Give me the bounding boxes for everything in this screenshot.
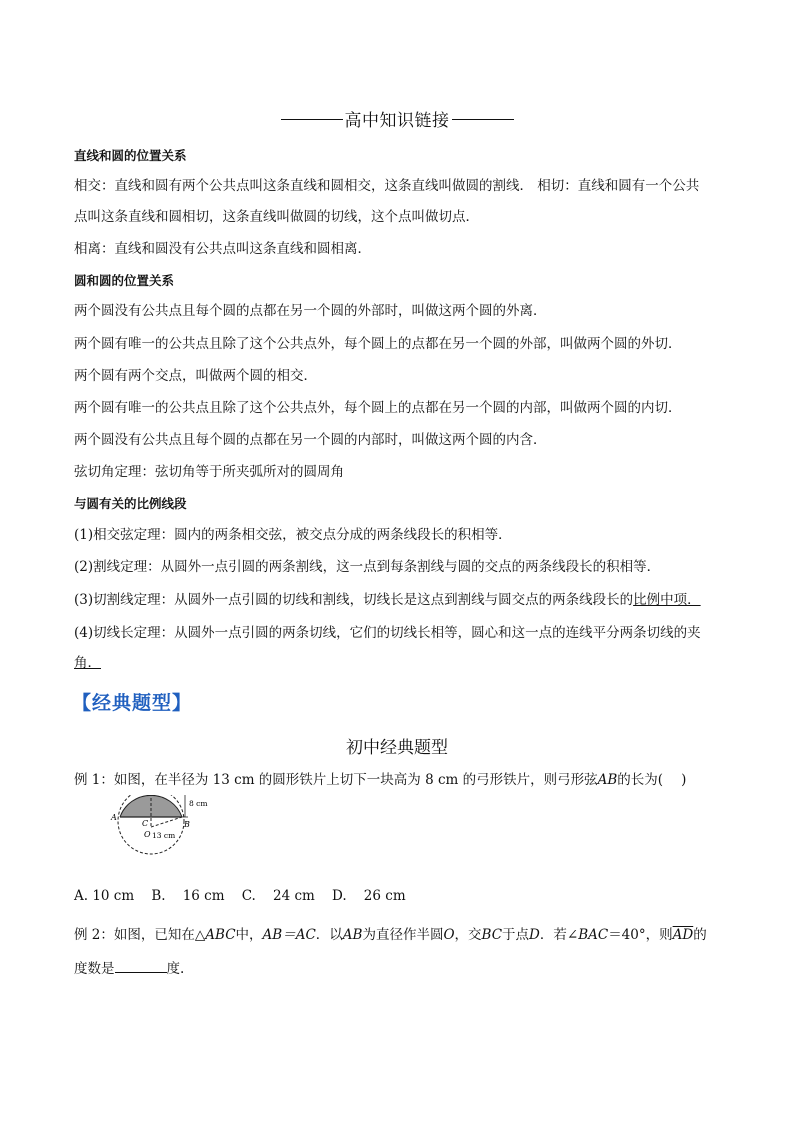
chord-label: AB	[597, 772, 618, 788]
paragraph-line: 两个圆没有公共点且每个圆的点都在另一个圆的外部时，叫做这两个圆的外离．	[74, 303, 547, 319]
paragraph-line: 相离：直线和圆没有公共点叫这条直线和圆相离．	[74, 241, 371, 257]
ex2-text: 为直径作半圆	[362, 927, 444, 943]
label-height: 8 cm	[189, 799, 208, 808]
paragraph-line: 两个圆没有公共点且每个圆的点都在另一个圆的内部时，叫做这两个圆的内含．	[74, 432, 547, 448]
ex2-text: 的	[693, 927, 707, 943]
example-1-paren-close: )	[681, 772, 687, 788]
ex2-d: D	[529, 927, 540, 943]
radius-line	[151, 817, 182, 827]
example-1-options: A. 10 cm B. 16 cm C. 24 cm D. 26 cm	[74, 888, 406, 904]
label-o: O	[144, 830, 151, 839]
example-2-question	[74, 926, 707, 944]
ex2-equation: AB＝AC	[262, 927, 316, 943]
section-heading-line-circle: 直线和圆的位置关系	[74, 148, 187, 163]
theorem-item-4-continued: 角．	[74, 655, 101, 671]
theorem-item-4: (4)切线长定理：从圆外一点引圆的两条切线，它们的切线长相等，圆心和这一点的连线平分两条切线的夹	[74, 625, 701, 641]
ex2-text: ＝40°，则	[608, 927, 673, 943]
paragraph-line: 两个圆有唯一的公共点且除了这个公共点外，每个圆上的点都在另一个圆的外部，叫做两个圆的外切．	[74, 336, 682, 352]
example-1-text: 例 1：如图，在半径为 13 cm 的圆形铁片上切下一块高为 8 cm 的弓形铁片，则弓形弦	[74, 772, 598, 788]
ex2-text: ，交	[454, 927, 482, 943]
ex2-text: 于点	[502, 927, 530, 943]
circle-segment-figure	[96, 795, 226, 875]
theorem-item-3-underlined: 比例中项．	[633, 592, 701, 608]
section-heading-circle-circle: 圆和圆的位置关系	[74, 273, 175, 288]
label-b: B	[184, 820, 190, 829]
classic-problems-tag: 【经典题型】	[72, 692, 193, 714]
label-c: C	[142, 819, 149, 828]
section-heading-proportional-segments: 与圆有关的比例线段	[74, 496, 187, 511]
ex2-ab: AB	[342, 927, 363, 943]
ex2-text: ．若∠	[539, 927, 579, 943]
label-a: A	[111, 813, 117, 822]
theorem-item-3-text: (3)切割线定理：从圆外一点引圆的切线和割线，切线长是这点到割线与圆交点的两条线段长的	[74, 592, 634, 608]
ex2-text: 中，	[235, 927, 263, 943]
ex2-o: O	[443, 927, 455, 943]
ex2-text: 度数是	[74, 961, 115, 977]
theorem-item-3	[74, 591, 701, 609]
answer-blank[interactable]	[115, 972, 167, 973]
example-1-text-post: 的长为(	[617, 772, 664, 788]
label-radius: 13 cm	[152, 831, 176, 840]
junior-classic-subtitle: 初中经典题型	[346, 738, 448, 758]
page-title	[0, 106, 794, 131]
theorem-item-1: (1)相交弦定理：圆内的两条相交弦，被交点分成的两条线段长的积相等．	[74, 527, 512, 543]
ex2-triangle: △ABC	[194, 927, 236, 943]
theorem-item-2: (2)割线定理：从圆外一点引圆的两条割线，这一点到每条割线与圆的交点的两条线段长的积相等．	[74, 559, 661, 575]
ex2-text: 例 2：如图，已知在	[74, 927, 195, 943]
ex2-bc: BC	[481, 927, 503, 943]
paragraph-line: 两个圆有唯一的公共点且除了这个公共点外，每个圆上的点都在另一个圆的内部，叫做两个圆的内切．	[74, 400, 682, 416]
ex2-bac: BAC	[578, 927, 609, 943]
paragraph-line: 两个圆有两个交点，叫做两个圆的相交．	[74, 368, 317, 384]
ex2-text: ．以	[315, 927, 343, 943]
title-dash-left	[281, 119, 343, 120]
ex2-arc-ad: $\overline{AD}$	[672, 927, 694, 943]
paragraph-line: 点叫这条直线和圆相切，这条直线叫做圆的切线，这个点叫做切点．	[74, 209, 479, 225]
ex2-text: 度.	[166, 961, 185, 977]
example-2-answer-line	[74, 960, 184, 978]
paragraph-line: 弦切角定理：弦切角等于所夹弧所对的圆周角	[74, 464, 344, 480]
title-dash-right	[452, 119, 514, 120]
title-text: 高中知识链接	[344, 111, 450, 131]
example-1-question	[74, 771, 686, 789]
paragraph-line: 相交：直线和圆有两个公共点叫这条直线和圆相交，这条直线叫做圆的割线． 相切：直线和圆有一个公共	[74, 178, 700, 194]
